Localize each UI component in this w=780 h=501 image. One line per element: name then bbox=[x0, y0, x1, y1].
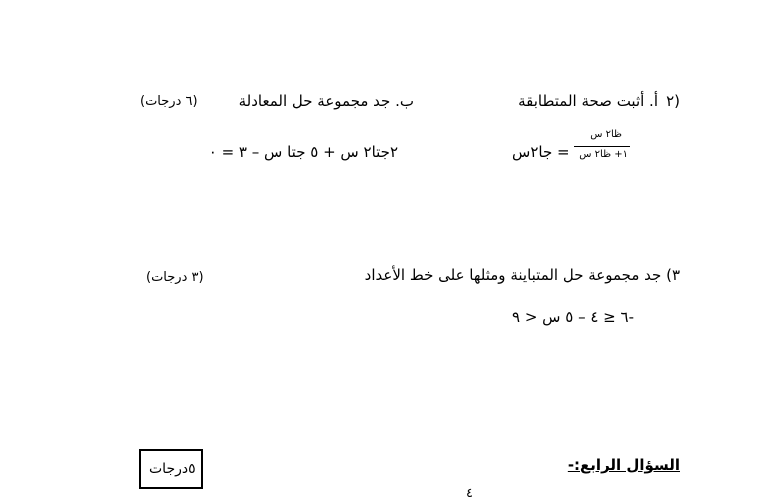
page-number: ٤ bbox=[466, 486, 473, 501]
fraction-denominator: ١+ ظا٢ س bbox=[579, 149, 628, 160]
q3-text: ٣) جد مجموعة حل المتباينة ومثلها على خط الأعداد bbox=[364, 266, 680, 284]
q3-marks: (٣ درجات) bbox=[146, 270, 204, 285]
q2-marks: (٦ درجات) bbox=[140, 94, 198, 109]
q4-marks-box bbox=[139, 449, 203, 489]
q2-equation: ٢جتا٢ س + ٥ جتا س – ٣ = ٠ bbox=[208, 143, 398, 161]
fraction-bar bbox=[574, 146, 630, 147]
fraction-numerator: ظا٢ س bbox=[590, 129, 622, 140]
q4-marks-text: ٥درجات bbox=[149, 461, 196, 477]
q2-number: ٢) bbox=[666, 92, 680, 110]
q3-inequality: -٦ ≤ ٤ – ٥ س < ٩ bbox=[511, 308, 634, 326]
q4-heading: السؤال الرابع:- bbox=[567, 456, 680, 474]
identity-rhs: = جا٢س bbox=[512, 143, 570, 161]
q2-part-b-label: ب. جد مجموعة حل المعادلة bbox=[238, 92, 414, 110]
q2-part-a-label: أ. أثبت صحة المتطابقة bbox=[518, 92, 658, 110]
